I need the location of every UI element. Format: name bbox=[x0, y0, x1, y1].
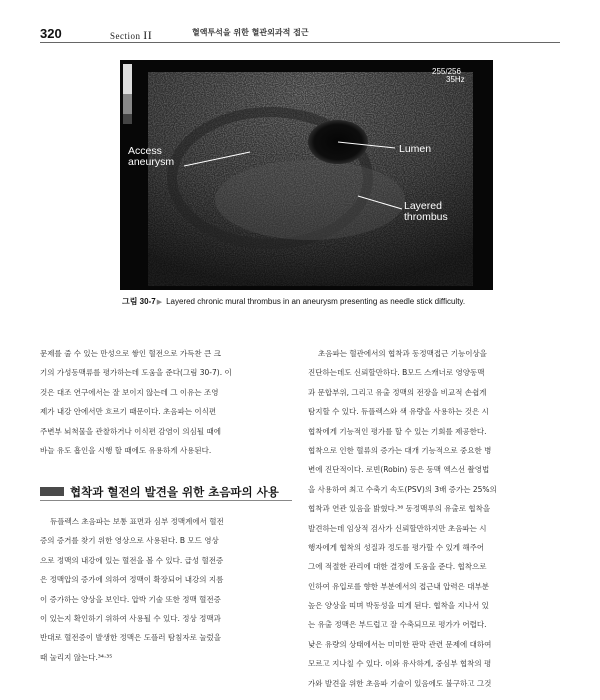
text-line: 탐지할 수 있다. 듀플렉스와 색 유량을 사용하는 것은 시 bbox=[308, 407, 489, 417]
text-line: 변에 진단적이다. 로빈(Robin) 등은 동맥 엑스선 촬영법 bbox=[308, 465, 490, 475]
overlay-text-2: 35Hz bbox=[446, 75, 465, 84]
page-number: 320 bbox=[40, 26, 62, 41]
label-layered: Layered bbox=[404, 200, 442, 212]
running-header bbox=[40, 26, 560, 42]
ultrasound-figure bbox=[120, 60, 493, 290]
imaging-sector bbox=[148, 72, 473, 286]
overlay-text-1: 255/256 bbox=[432, 67, 461, 76]
text-line: 반대로 혈전증이 발생한 정맥은 도플러 탐침자로 눌렀을 bbox=[40, 633, 221, 643]
text-line: 발견하는데 임상적 검사가 신뢰할만하지만 초음파는 시 bbox=[308, 523, 487, 533]
text-line: 행자에게 협착의 성질과 정도를 평가할 수 있게 해주어 bbox=[308, 542, 485, 552]
text-line: 인하여 유입로를 향한 부분에서의 접근내 압력은 대부분 bbox=[308, 581, 489, 591]
heading-rule bbox=[40, 500, 292, 501]
text-line: 듀플렉스 초음파는 보통 표면과 심부 정맥계에서 혈전 bbox=[50, 517, 224, 526]
text-line: 는 유출 정맥은 부드럽고 잘 수축되므로 평가가 어렵다. bbox=[308, 620, 487, 630]
text-line: 과 문합부위, 그리고 유출 정맥의 전장을 비교적 손쉽게 bbox=[308, 387, 487, 397]
text-line: 이 있는지 확인하기 위하여 사용될 수 있다. 정상 정맥과 bbox=[40, 613, 221, 623]
figure-label: 그림 30-7 bbox=[122, 297, 156, 306]
text-line: 으로 정맥의 내강에 있는 혈전을 볼 수 있다. 급성 혈전증 bbox=[40, 555, 224, 565]
section-label bbox=[110, 28, 152, 43]
figure-caption bbox=[122, 296, 562, 307]
text-line: 제가 내강 안에서만 흐르기 때문이다. 초음파는 이식편 bbox=[40, 407, 217, 417]
text-line: 초음파는 혈관에서의 협착과 동정맥접근 기능이상을 bbox=[318, 349, 487, 358]
text-line: 은 정맥압의 증가에 의하여 정맥이 확장되어 내강의 지름 bbox=[40, 575, 224, 585]
label-lumen: Lumen bbox=[399, 143, 432, 155]
label-access: Access bbox=[128, 145, 162, 157]
section-word: Section bbox=[110, 31, 141, 41]
text-line: 기의 가성동맥류를 평가하는데 도움을 준다(그림 30-7). 이 bbox=[40, 368, 232, 378]
text-line: 이 증가하는 양상을 보인다. 압박 기술 또한 정맥 혈전증 bbox=[40, 594, 221, 604]
text-line: 낮은 유량의 상태에서는 미미한 판막 관련 문제에 대하여 bbox=[308, 639, 492, 649]
text-line: 모르고 지나칠 수 있다. 이와 유사하게, 중심부 협착의 평 bbox=[308, 659, 492, 669]
text-line: 가와 발견을 위한 초음파 기술이 있음에도 불구하고 그것 bbox=[308, 678, 492, 688]
header-rule bbox=[40, 42, 560, 43]
text-line: 높은 양상을 띠며 박동성을 띠게 된다. 협착을 지나서 있 bbox=[308, 601, 489, 611]
caption-arrow-icon: ▶ bbox=[156, 299, 163, 306]
text-line: 주변부 뇌척물을 관찰하거나 이식편 감염이 의심될 때에 bbox=[40, 426, 221, 436]
text-line: 협착과 연관 있음을 밝혔다.³⁶ 동정맥루의 유출로 협착을 bbox=[308, 504, 491, 514]
section-heading-title: 협착과 혈전의 발견을 위한 초음파의 사용 bbox=[70, 485, 279, 499]
text-line: 협착으로 인한 혈류의 증가는 대개 기능적으로 중요한 병 bbox=[308, 445, 492, 455]
text-line: 증의 증거를 찾기 위한 영상으로 사용된다. B 모드 영상 bbox=[40, 536, 219, 546]
text-line: 때 눌리지 않는다.³⁴·³⁵ bbox=[40, 652, 113, 662]
section-roman: II bbox=[143, 28, 153, 42]
text-line: 문제를 줄 수 있는 만성으로 쌓인 혈전으로 가득찬 큰 크 bbox=[40, 349, 221, 358]
text-line: 바늘 유도 흡인을 시행 할 때에도 유용하게 사용된다. bbox=[40, 445, 212, 455]
grayscale-bar bbox=[123, 64, 132, 124]
heading-bar bbox=[40, 487, 64, 496]
ultrasound-image bbox=[120, 60, 493, 290]
section-heading bbox=[40, 483, 292, 501]
text-line: 진단하는데도 신뢰할만하다. B모드 스캐너로 영양동맥 bbox=[308, 368, 485, 378]
right-column-paragraph bbox=[308, 344, 560, 693]
text-line: 을 사용하여 최고 수축기 속도(PSV)의 3배 증가는 25%의 bbox=[308, 484, 497, 494]
text-line: 그에 적절한 관리에 대한 결정에 도움을 준다. 협착으로 bbox=[308, 562, 487, 572]
label-thrombus: thrombus bbox=[404, 211, 448, 223]
left-column-paragraph-1 bbox=[40, 344, 292, 460]
label-aneurysm: aneurysm bbox=[128, 156, 175, 168]
text-line: 협착에게 기능적인 평가를 할 수 있는 기회를 제공한다. bbox=[308, 426, 487, 436]
left-column-paragraph-2 bbox=[40, 512, 292, 667]
chapter-title: 혈액투석을 위한 혈관외과적 접근 bbox=[192, 28, 309, 37]
caption-text: Layered chronic mural thrombus in an aneurysm presenting as needle stick difficulty. bbox=[166, 297, 466, 306]
text-line: 것은 대조 연구에서는 잘 보이지 않는데 그 이유는 조영 bbox=[40, 387, 219, 397]
